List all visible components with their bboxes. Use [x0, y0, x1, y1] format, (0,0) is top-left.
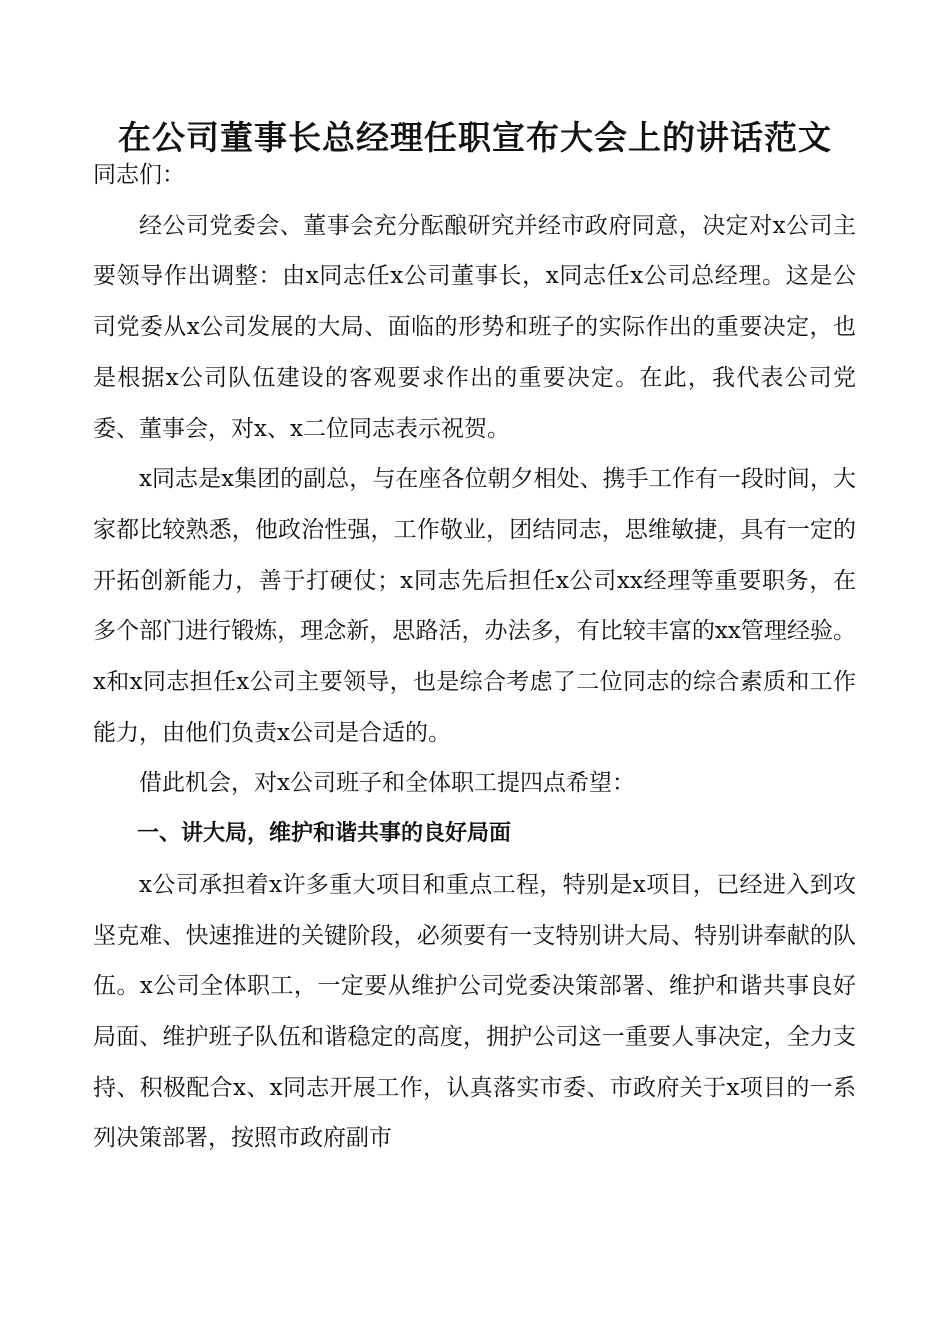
paragraph-appointment: 经公司党委会、董事会充分酝酿研究并经市政府同意，决定对x公司主要领导作出调整：由x同志任x公司董事长，x同志任x公司总经理。这是公司党委从x公司发展的大局、面临的形势和班子的实际作出的重要决定，也是根据x公司队伍建设的客观要求作出的重要决定。在此，我代表公司党委、董事会，对x、x二位同志表示祝贺。 — [93, 212, 856, 442]
paragraph-introduction: x同志是x集团的副总，与在座各位朝夕相处、携手工作有一段时间，大家都比较熟悉，他政治性强，工作敬业，团结同志，思维敏捷，具有一定的开拓创新能力，善于打硬仗；x同志先后担任x公司xx经理等重要职务，在多个部门进行锻炼，理念新，思路活，办法多，有比较丰富的xx管理经验。x和x同志担任x公司主要领导，也是综合考虑了二位同志的综合素质和工作能力，由他们负责x公司是合适的。 — [93, 466, 856, 746]
document-body — [93, 150, 856, 1164]
document-title: 在公司董事长总经理任职宣布大会上的讲话范文 — [118, 118, 832, 157]
section-paragraph: x公司承担着x许多重大项目和重点工程，特别是x项目，已经进入到攻坚克难、快速推进的关键阶段，必须要有一支特别讲大局、特别讲奉献的队伍。x公司全体职工，一定要从维护公司党委决策部署、维护和谐共事良好局面、维护班子队伍和谐稳定的高度，拥护公司这一重要人事决定，全力支持、积极配合x、x同志开展工作，认真落实市委、市政府关于x项目的一系列决策部署，按照市政府副市 — [93, 871, 856, 1152]
greeting: 同志们： — [93, 162, 185, 188]
section-heading: 一、讲大局，维护和谐共事的良好局面 — [137, 821, 512, 847]
paragraph-hopes-intro: 借此机会，对x公司班子和全体职工提四点希望： — [139, 770, 635, 797]
